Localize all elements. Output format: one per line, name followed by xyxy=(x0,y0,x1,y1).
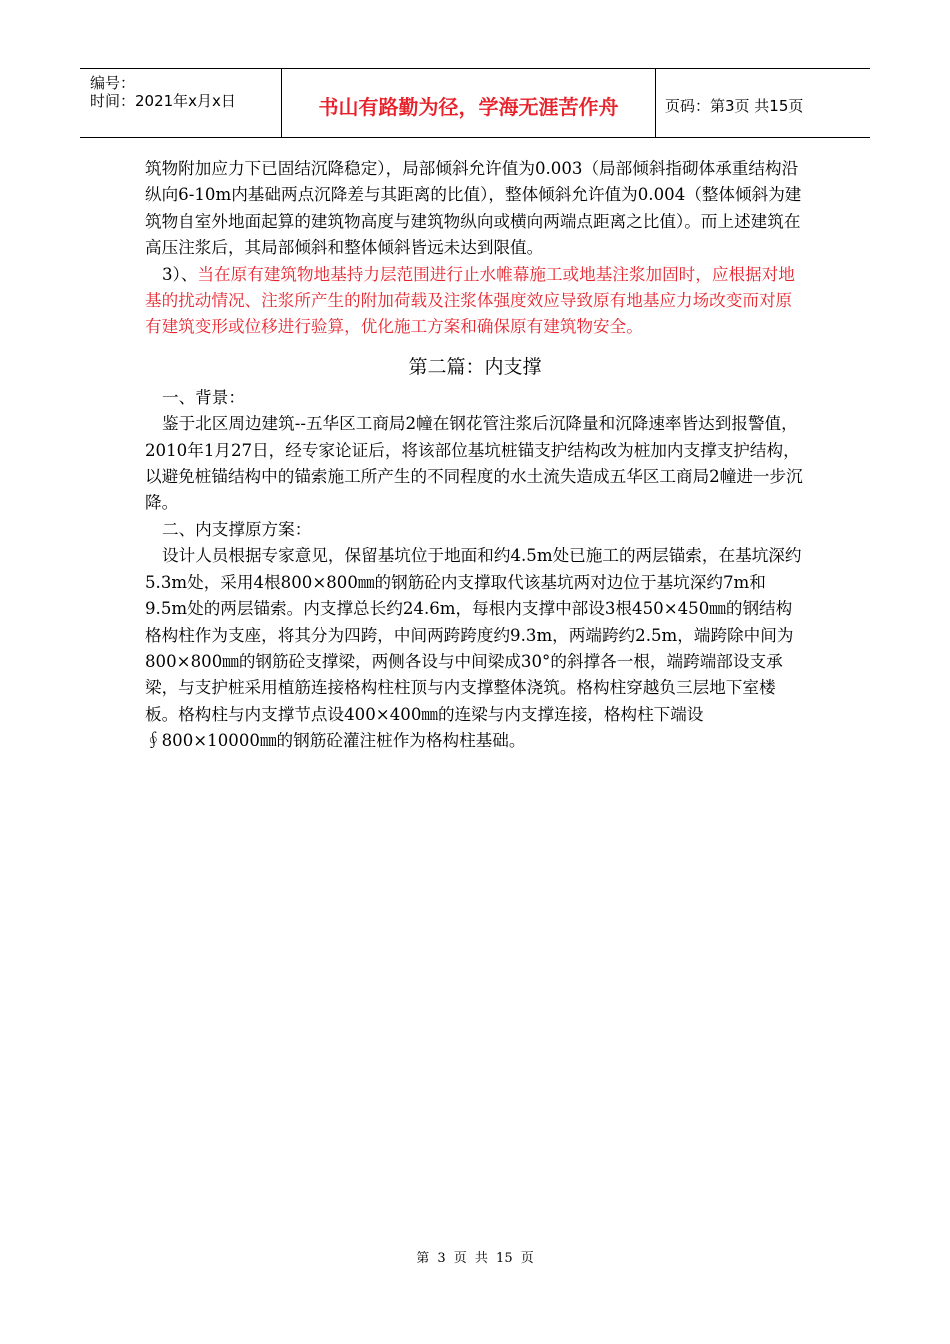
point-3-highlight: 当在原有建筑物地基持力层范围进行止水帷幕施工或地基注浆加固时，应根据对地基的扰动情况、注浆所产生的附加荷载及注浆体强度效应导致原有地基应力场改变而对原有建筑变形或位移进行验算，优化施工方案和确保原有建筑物安全。 xyxy=(145,264,795,337)
header-meta xyxy=(80,69,282,137)
page-footer: 第 3 页 共 15 页 xyxy=(416,1251,534,1266)
header-page-number: 页码：第3页 共15页 xyxy=(665,96,804,115)
page-header xyxy=(80,68,870,138)
paragraph-point-3 xyxy=(145,262,805,341)
doc-time-label: 时间：2021年x月x日 xyxy=(90,92,236,110)
section-title: 第二篇：内支撑 xyxy=(408,355,542,378)
subheading-background: 一、背景： xyxy=(162,387,245,407)
paragraph-original-plan: 设计人员根据专家意见，保留基坑位于地面和约4.5m处已施工的两层锚索，在基坑深约5.3m处，采用4根800×800㎜的钢筋砼内支撑取代该基坑两对边位于基坑深约7m和9.5m处的两层锚索。内支撑总长约24.6m，每根内支撑中部设3根450×450㎜的钢结构格构柱作为支座，将其分为四跨，中间两跨跨度约9.3m，两端跨约2.5m，端跨除中间为800×800㎜的钢筋砼支撑梁，两侧各设与中间梁成30°的斜撑各一根，端跨端部设支承梁，与支护桩采用植筋连接格构柱柱顶与内支撑整体浇筑。格构柱穿越负三层地下室楼板。格构柱与内支撑节点设400×400㎜的连梁与内支撑连接，格构柱下端设∮800×10000㎜的钢筋砼灌注桩作为格构柱基础。 xyxy=(145,546,802,751)
header-motto: 书山有路勤为径，学海无涯苦作舟 xyxy=(282,69,656,137)
point-3-prefix: 3）、 xyxy=(162,264,198,284)
subheading-original-plan: 二、内支撑原方案： xyxy=(162,519,312,539)
doc-number-label: 编号： xyxy=(90,74,136,92)
paragraph-settlement: 筑物附加应力下已固结沉降稳定），局部倾斜允许值为0.003（局部倾斜指砌体承重结构沿纵向6-10m内基础两点沉降差与其距离的比值），整体倾斜允许值为0.004（整体倾斜为建筑物自室外地面起算的建筑物高度与建筑物纵向或横向两端点距离之比值）。而上述建筑在高压注浆后，其局部倾斜和整体倾斜皆远未达到限值。 xyxy=(145,159,802,258)
document-body xyxy=(145,156,805,755)
paragraph-background: 鉴于北区周边建筑--五华区工商局2幢在钢花管注浆后沉降量和沉降速率皆达到报警值，2010年1月27日，经专家论证后，将该部位基坑桩锚支护结构改为桩加内支撑支护结构，以避免桩锚结构中的锚索施工所产生的不同程度的水土流失造成五华区工商局2幢进一步沉降。 xyxy=(145,414,803,513)
